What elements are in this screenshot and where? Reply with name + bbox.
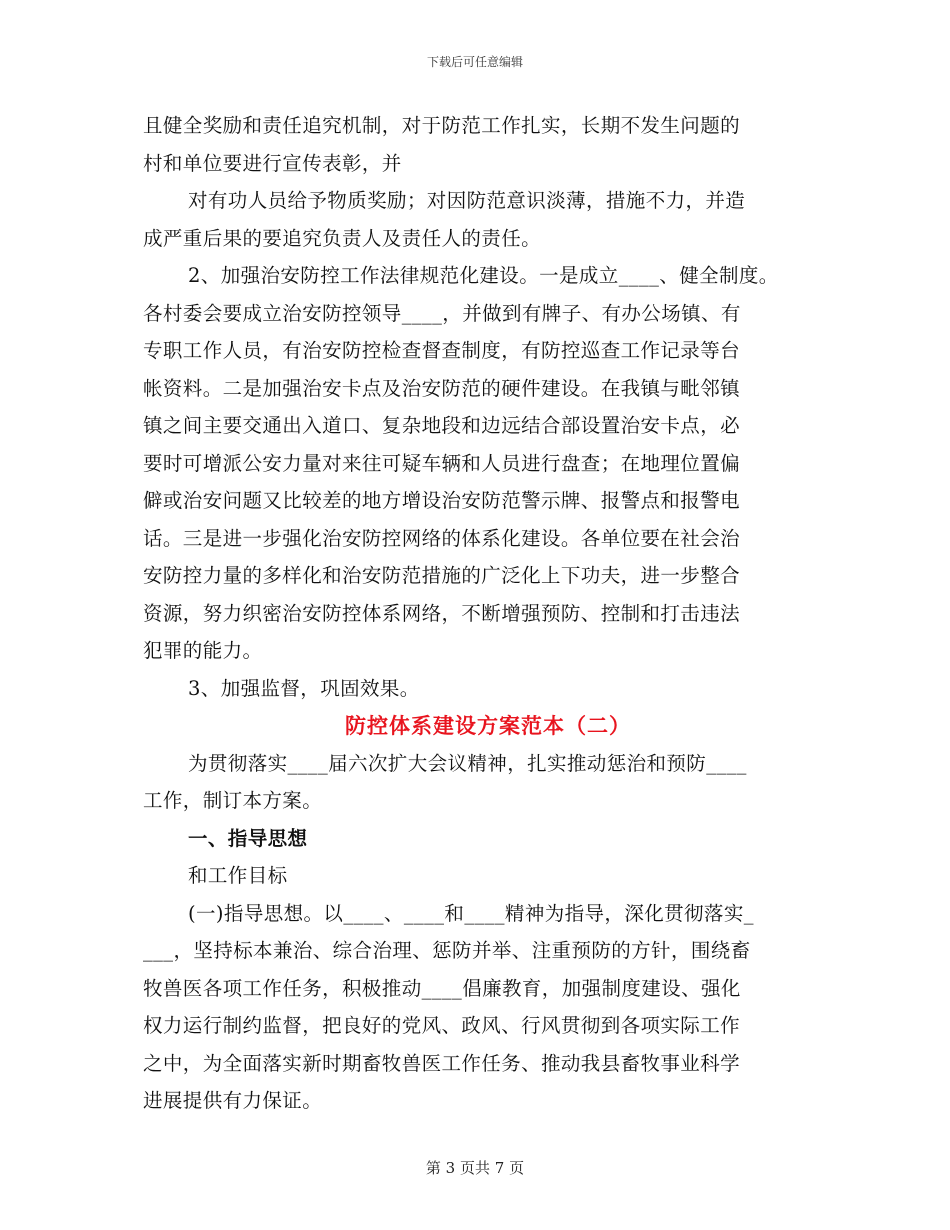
page-header: 下载后可任意编辑 (426, 55, 523, 69)
section-heading: 一、指导思想 (188, 826, 308, 850)
text-line: 成严重后果的要追究负责人及责任人的责任。 (143, 226, 542, 250)
text-line: 帐资料。二是加强治安卡点及治安防范的硬件建设。在我镇与毗邻镇 (143, 376, 741, 400)
text-line: 之中，为全面落实新时期畜牧兽医工作任务、推动我县畜牧事业科学 (143, 1051, 741, 1075)
text-line: 牧兽医各项工作任务，积极推动____倡廉教育，加强制度建设、强化 (143, 976, 741, 1000)
text-line: 各村委会要成立治安防控领导____，并做到有牌子、有办公场镇、有 (143, 301, 741, 325)
document-body (143, 107, 833, 1120)
text-line: 工作，制订本方案。 (143, 789, 323, 812)
text-line: 要时可增派公安力量对来往可疑车辆和人员进行盘查；在地理位置偏 (143, 451, 741, 475)
text-line: 对有功人员给予物质奖励；对因防范意识淡薄，措施不力，并造 (188, 189, 746, 212)
text-line: 僻或治安问题又比较差的地方增设治安防范警示牌、报警点和报警电 (143, 489, 741, 512)
text-line: 安防控力量的多样化和治安防范措施的广泛化上下功夫，进一步整合 (143, 564, 741, 587)
text-line: 2、加强治安防控工作法律规范化建设。一是成立____、健全制度。 (188, 264, 779, 287)
text-line: 权力运行制约监督，把良好的党风、政风、行风贯彻到各项实际工作 (143, 1014, 741, 1037)
text-line: 为贯彻落实____届六次扩大会议精神，扎实推动惩治和预防____ (188, 751, 747, 775)
text-line: ___，坚持标本兼治、综合治理、惩防并举、注重预防的方针，围绕畜 (143, 939, 751, 962)
text-line: 进展提供有力保证。 (143, 1089, 323, 1112)
text-line: 且健全奖励和责任追究机制，对于防范工作扎实，长期不发生问题的 (143, 114, 741, 137)
text-line: 资源，努力织密治安防控体系网络，不断增强预防、控制和打击违法 (143, 601, 741, 625)
text-line: 犯罪的能力。 (143, 639, 263, 662)
text-line: 和工作目标 (188, 864, 288, 887)
section-title: 防控体系建设方案范本（二） (345, 713, 631, 738)
text-line: (一)指导思想。以____、____和____精神为指导，深化贯彻落实_ (188, 901, 754, 925)
text-line: 话。三是进一步强化治安防控网络的体系化建设。各单位要在社会治 (143, 526, 741, 550)
text-line: 镇之间主要交通出入道口、复杂地段和边远结合部设置治安卡点，必 (143, 414, 741, 437)
text-line: 村和单位要进行宣传表彰，并 (143, 151, 402, 175)
text-line: 专职工作人员，有治安防控检查督查制度，有防控巡查工作记录等台 (143, 339, 741, 362)
page-footer: 第 3 页共 7 页 (425, 1159, 525, 1177)
text-line: 3、加强监督，巩固效果。 (188, 676, 420, 700)
